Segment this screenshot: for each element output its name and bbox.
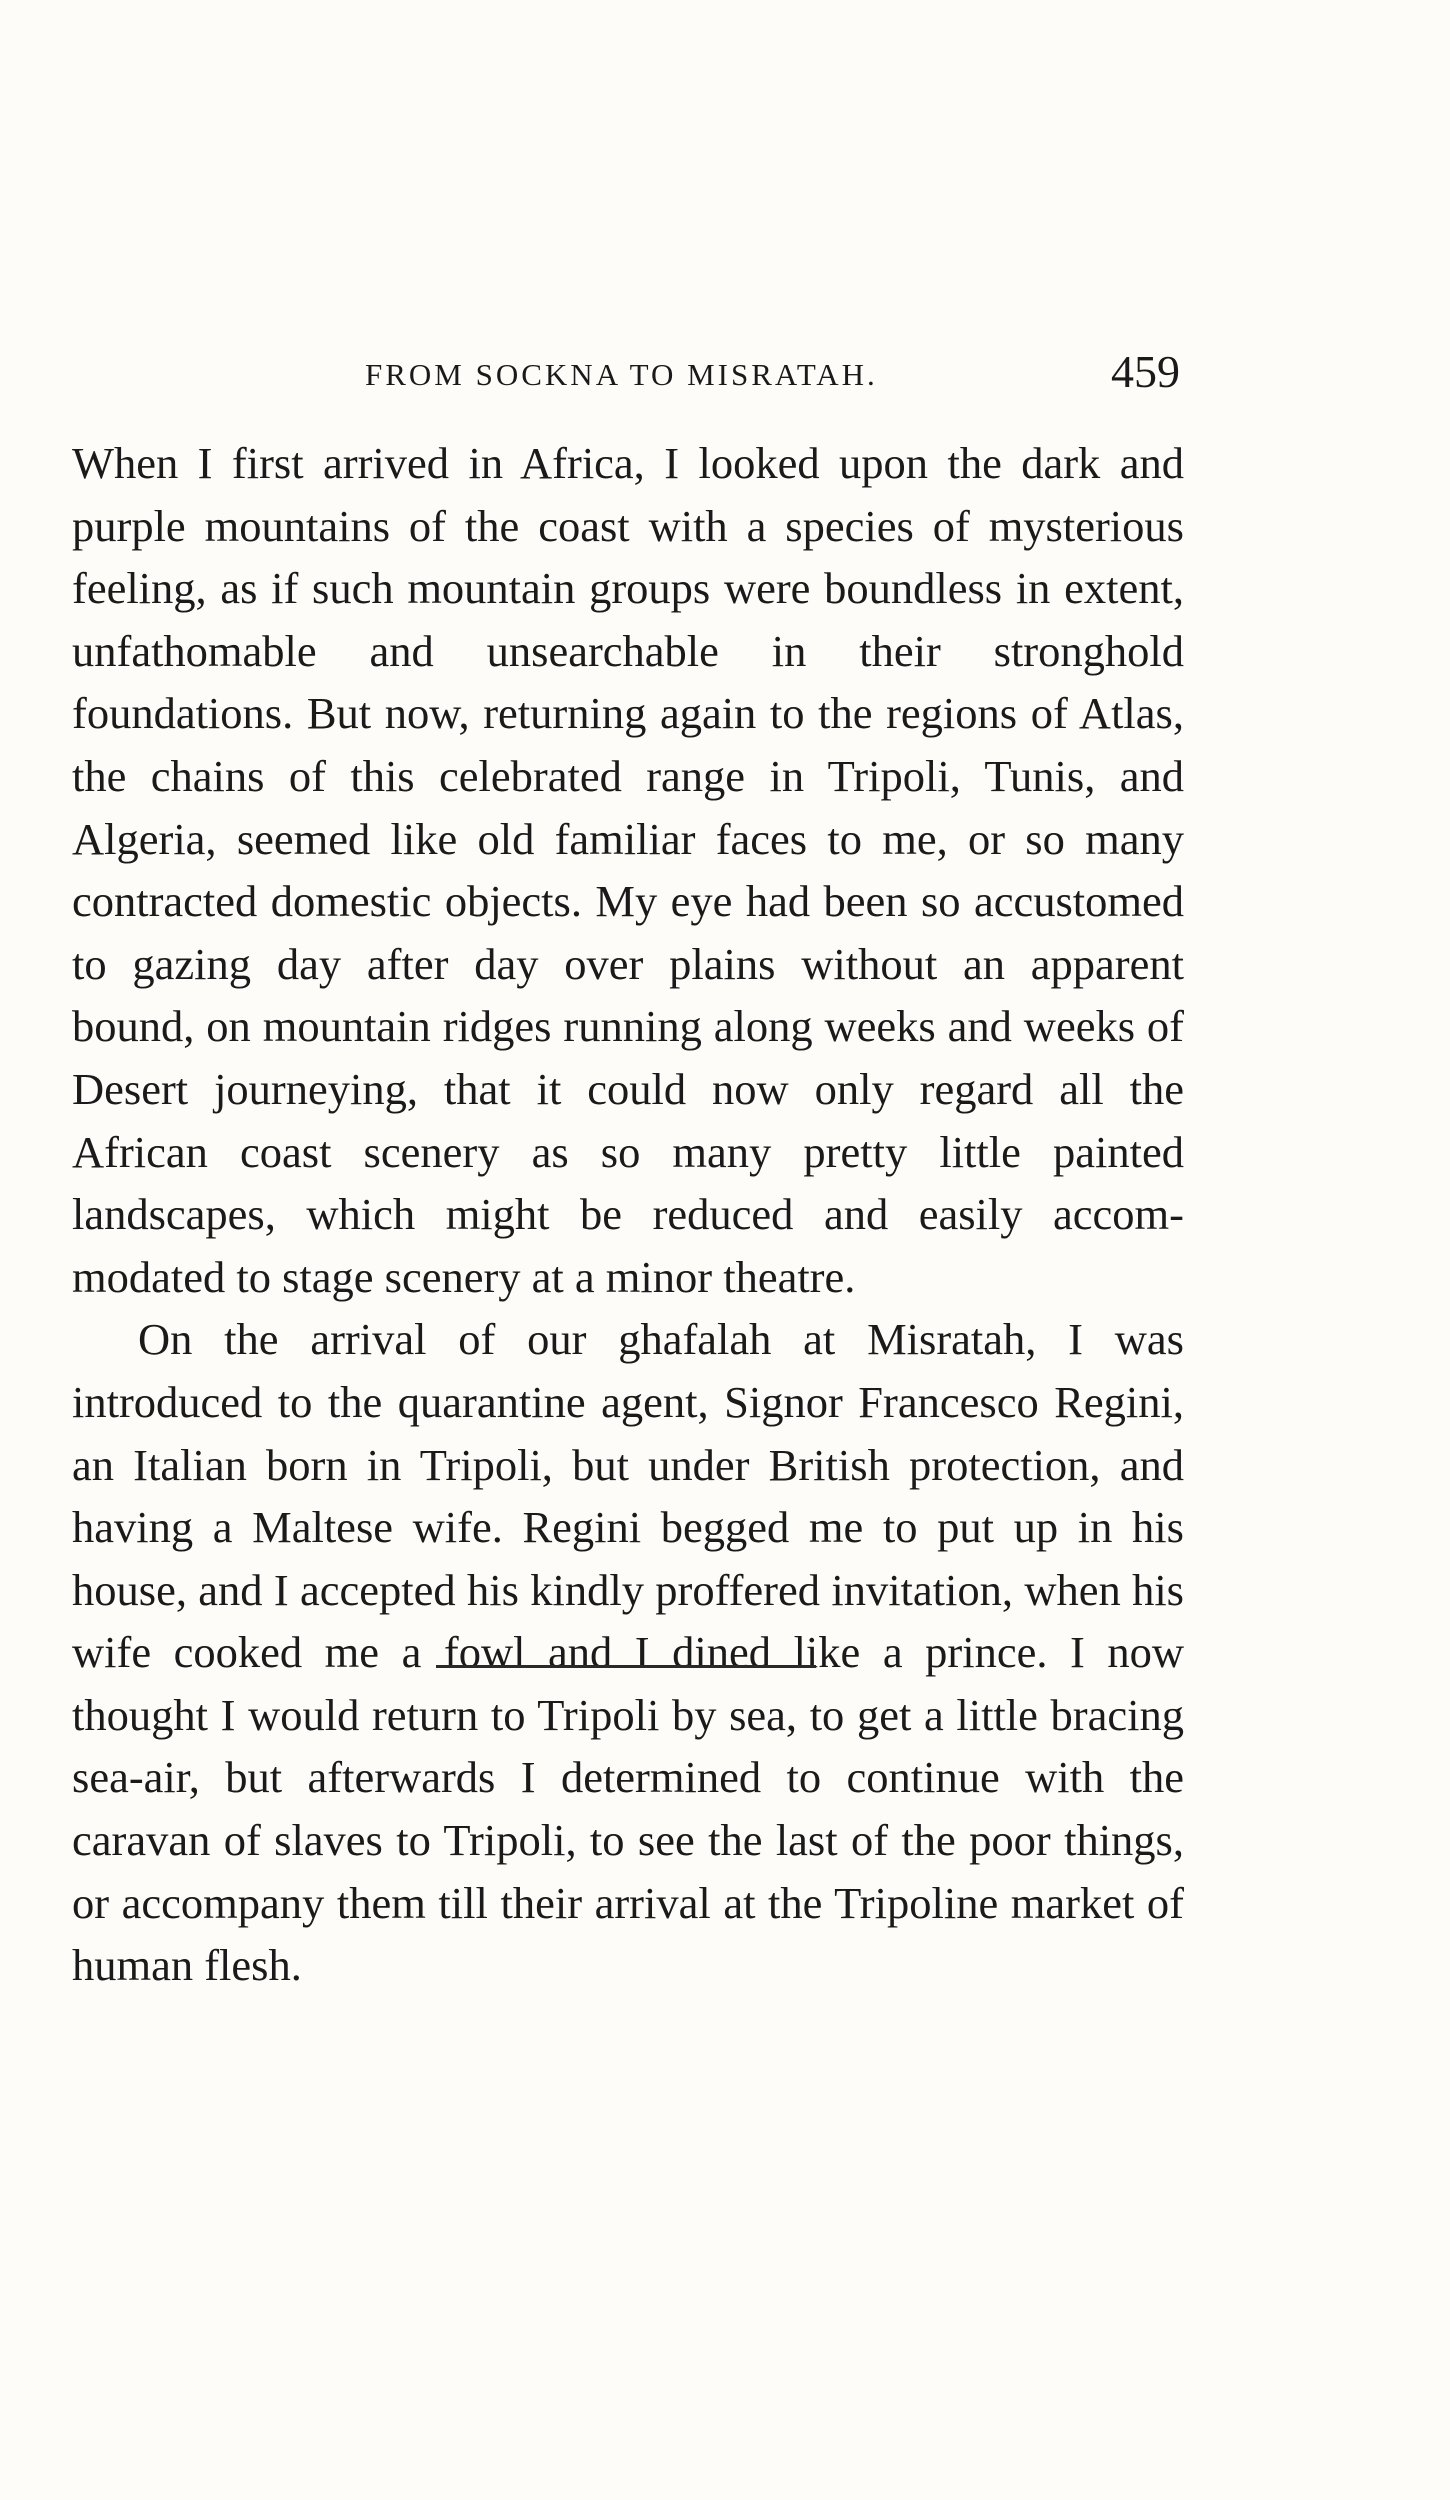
section-divider-rule <box>436 1665 816 1668</box>
running-head <box>75 345 1190 405</box>
paragraph: On the arrival of our ghafalah at Misratah, I was introduced to the quarantine agent, Signor Francesco Regini, an Italian born in Tripoli, but under British protection, and having a Maltese wife. Regini begged me to put up in his house, and I accepted his kindly proffered invitation, when his wife cooked me a fowl and I dined like a prince. I now thought I would return to Tripoli by sea, to get a little bracing sea-air, but afterwards I determined to continue with the caravan of slaves to Tripoli, to see the last of the poor things, or accompany them till their arrival at the Tripoline market of human flesh. <box>72 1314 1184 1991</box>
body-text <box>72 432 1184 1997</box>
page-number: 459 <box>1111 346 1180 397</box>
paragraph: When I first arrived in Africa, I looked upon the dark and purple mountains of the coast with a species of mysterious feeling, as if such mountain groups were boundless in extent, unfathomable and unsearchable in their stronghold foundations. But now, returning again to the regions of Atlas, the chains of this celebrated range in Tripoli, Tunis, and Algeria, seemed like old familiar faces to me, or so many contracted domestic objects. My eye had been so accustomed to gazing day after day over plains without an apparent bound, on mountain ridges running along weeks and weeks of Desert journeying, that it could now only regard all the African coast scenery as so many pretty little painted landscapes, which might be reduced and easily accommodated to stage scenery at a minor theatre. <box>72 438 1184 1302</box>
running-title: FROM SOCKNA TO MISRATAH. <box>365 357 878 392</box>
